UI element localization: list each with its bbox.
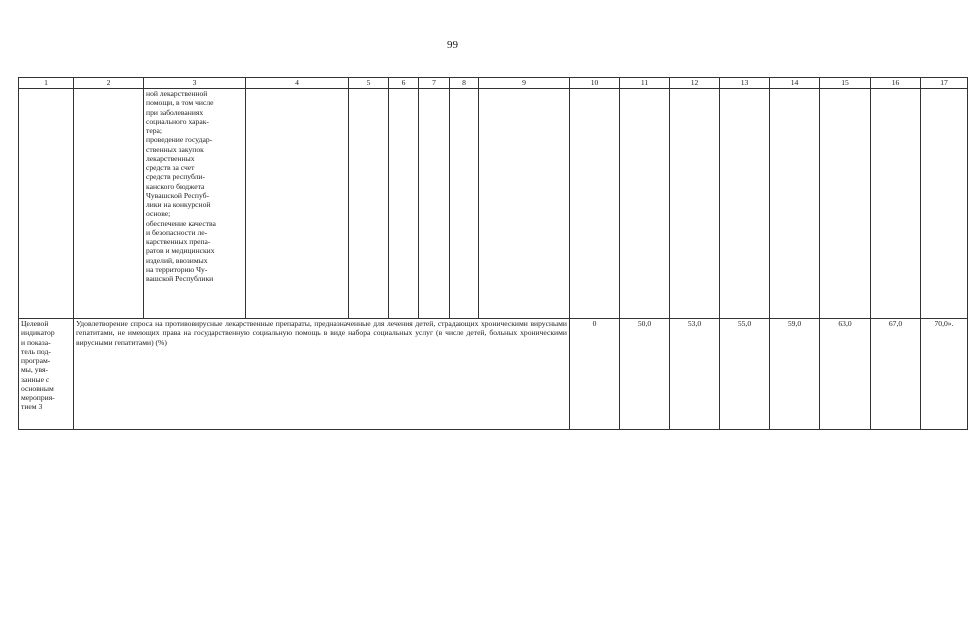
column-number: 2 [74, 78, 144, 89]
empty-cell [19, 89, 74, 319]
empty-cell [820, 89, 871, 319]
empty-cell [74, 89, 144, 319]
column-number: 6 [389, 78, 419, 89]
empty-cell [720, 89, 770, 319]
empty-cell [450, 89, 479, 319]
column-number: 14 [770, 78, 820, 89]
table-row [19, 319, 968, 430]
column-number: 1 [19, 78, 74, 89]
page-number: 99 [447, 39, 458, 51]
column-number: 11 [620, 78, 670, 89]
empty-cell [419, 89, 450, 319]
indicator-value-cell: 53,0 [670, 319, 720, 430]
column-number: 3 [144, 78, 246, 89]
column-number: 12 [670, 78, 720, 89]
table-row [19, 89, 968, 319]
empty-cell [479, 89, 570, 319]
column-number: 15 [820, 78, 871, 89]
indicator-value-cell: 55,0 [720, 319, 770, 430]
indicator-value-cell: 50,0 [620, 319, 670, 430]
indicator-value-cell: 59,0 [770, 319, 820, 430]
indicator-label-cell: Целевой индикатор и показа- тель под- програм- мы, увя- занные с основным мероприя- тием 3 [19, 319, 74, 430]
column-number: 9 [479, 78, 570, 89]
column-number: 17 [921, 78, 968, 89]
empty-cell [871, 89, 921, 319]
column-number: 4 [246, 78, 349, 89]
empty-cell [389, 89, 419, 319]
indicator-value-cell: 63,0 [820, 319, 871, 430]
column-number: 8 [450, 78, 479, 89]
measure-description-cell: ной лекарственной помощи, в том числе при заболеваниях социального харак- тера; проведение государ- ственных закупок лекарственных средств за счет средств республи- канского бюджета Чувашской Респуб- лики на конкурсной основе; обеспечение качества и безопасности ле- карственных препа- ратов и медицинских изделий, ввозимых на территорию Чу- вашской Республики [144, 89, 246, 319]
column-number-row [19, 78, 968, 89]
column-number: 7 [419, 78, 450, 89]
empty-cell [921, 89, 968, 319]
empty-cell [670, 89, 720, 319]
program-table [18, 77, 968, 430]
indicator-value-cell: 70,0». [921, 319, 968, 430]
indicator-value-cell: 0 [570, 319, 620, 430]
empty-cell [349, 89, 389, 319]
empty-cell [570, 89, 620, 319]
column-number: 10 [570, 78, 620, 89]
column-number: 5 [349, 78, 389, 89]
empty-cell [246, 89, 349, 319]
column-number: 16 [871, 78, 921, 89]
indicator-value-cell: 67,0 [871, 319, 921, 430]
indicator-description-cell: Удовлетворение спроса на противовирусные лекарственные препараты, предназначенные для лечения детей, страдающих хроническими вирусными гепатитами, не имеющих права на государственную социальную помощь в виде набора социальных услуг (в числе детей, больных хроническими вирусными гепатитами) (%) [74, 319, 570, 430]
empty-cell [620, 89, 670, 319]
column-number: 13 [720, 78, 770, 89]
empty-cell [770, 89, 820, 319]
